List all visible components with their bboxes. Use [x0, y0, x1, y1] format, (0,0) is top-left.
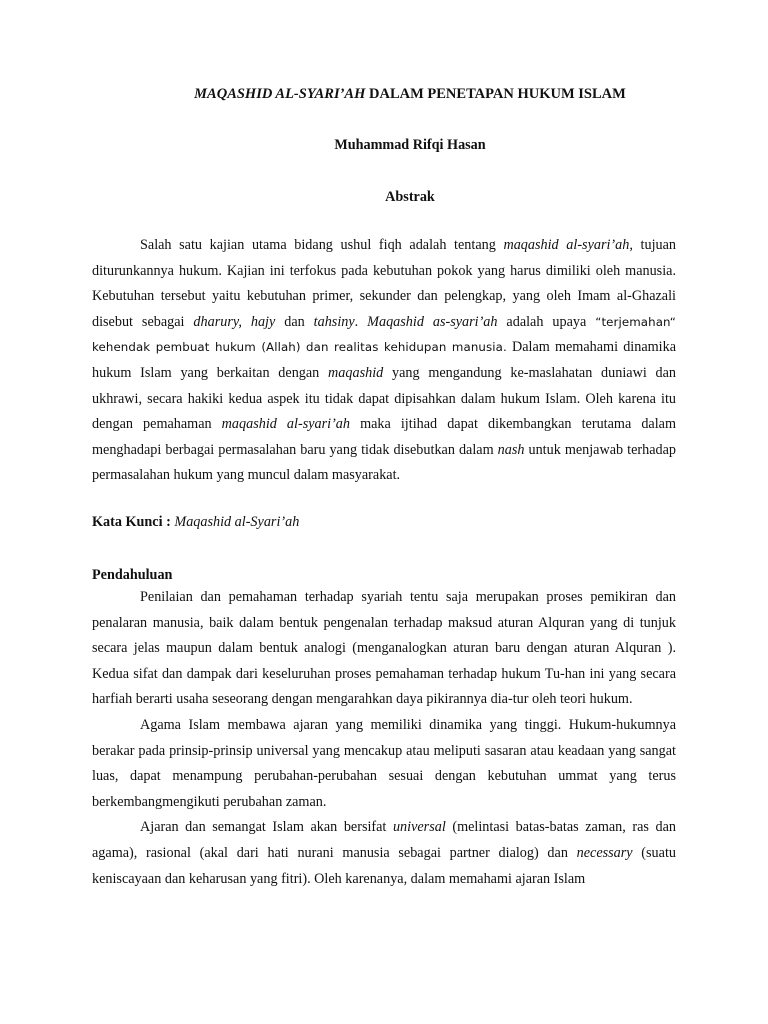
- abstract-italic-term: nash: [497, 441, 525, 458]
- title-italic-part: MAQASHID AL-SYARI’AH: [194, 86, 366, 102]
- intro-italic-term: necessary: [576, 844, 633, 861]
- abstract-text: Dalam memahami dinamika hukum Islam yang berkaitan dengan: [92, 339, 676, 381]
- intro-paragraph-1: Penilaian dan pemahaman terhadap syariah tentu saja merupakan proses pemikiran dan penalaran manusia, baik dalam bentuk pengenalan terhadap maksud aturan Alquran yang di tunjuk secara jelas maupun dalam bentuk analogi (menganalogkan aturan baru dengan aturan Alquran ). Kedua sifat dan dampak dari keseluruhan proses pemahaman terhadap hukum Tu-han ini yang secara harfiah berarti usaha seseorang dengan mengarahkan daya pikirannya dia-tur oleh teori hukum.: [92, 589, 676, 708]
- abstract-text: yang mengandung ke-maslahatan duniawi dan ukhrawi, secara hakiki kedua aspek itu tidak dapat dipisahkan dalam hukum Islam. Oleh karena itu dengan pemahaman: [92, 364, 676, 433]
- author-name: Muhammad Rifqi Hasan: [334, 137, 486, 153]
- abstract-heading: Abstrak: [385, 189, 435, 205]
- intro-paragraph-3: [92, 815, 676, 892]
- intro-paragraph-2: Agama Islam membawa ajaran yang memiliki dinamika yang tinggi. Hukum-hukumnya berakar pada prinsip-prinsip universal yang mencakup atau meliputi sasaran atau keadaan yang sangat luas, dapat menampung perubahan-perubahan sesuai dengan kebutuhan ummat yang terus berkembangmengikuti perubahan zaman.: [92, 716, 676, 810]
- abstract-italic-term: maqashid: [328, 364, 384, 381]
- abstract-italic-term: tahsiny: [313, 313, 355, 330]
- document-title: [0, 86, 768, 103]
- abstract-text: tujuan diturunkannya hukum. Kajian ini terfokus pada kebutuhan pokok yang harus dimiliki oleh manusia. Kebutuhan tersebut yaitu kebutuhan primer, sekunder dan pelengkap, yang oleh Imam al-Ghazali disebut sebagai: [92, 237, 676, 330]
- abstract-body: [92, 233, 676, 489]
- keywords-value: Maqashid al-Syari’ah: [174, 514, 300, 530]
- intro-text: (melintasi batas-batas zaman, ras dan agama), rasional (akal dari hati nurani manusia sebagai partner dialog) dan: [92, 819, 676, 861]
- abstract-text: adalah upaya: [497, 313, 596, 330]
- keywords-label: Kata Kunci :: [92, 514, 175, 530]
- abstract-text: Salah satu kajian utama bidang ushul fiqh adalah tentang: [140, 237, 504, 253]
- abstract-paragraph: [92, 233, 676, 489]
- abstract-text: maka ijtihad dapat dikembangkan terutama dalam menghadapi berbagai permasalahan baru yang tidak disebutkan dalam: [92, 416, 676, 458]
- intro-text: (suatu keniscayaan dan keharusan yang fitri). Oleh karenanya, dalam memahami ajaran Islam: [92, 844, 676, 887]
- introduction-heading: Pendahuluan: [92, 567, 173, 583]
- abstract-text: dan: [275, 313, 314, 330]
- introduction-body: [92, 585, 676, 892]
- abstract-italic-term: maqashid al-syari’ah: [221, 416, 350, 433]
- abstract-italic-term: dharury, hajy: [193, 313, 276, 330]
- keywords-line: [92, 510, 299, 536]
- intro-italic-term: universal: [392, 819, 446, 836]
- abstract-italic-term: Maqashid as-syari’ah: [367, 313, 498, 330]
- abstract-sans-text: “terjemahan“ kehendak pembuat hukum (Allah) dan realitas kehidupan manusia.: [92, 314, 676, 355]
- title-regular-part: DALAM PENETAPAN HUKUM ISLAM: [365, 86, 626, 102]
- abstract-text: .: [354, 313, 368, 330]
- abstract-italic-term: maqashid al-syari’ah,: [503, 237, 633, 253]
- abstract-text: untuk menjawab terhadap permasalahan hukum yang muncul dalam masyarakat.: [92, 441, 676, 484]
- intro-text: Ajaran dan semangat Islam akan bersifat: [140, 819, 393, 836]
